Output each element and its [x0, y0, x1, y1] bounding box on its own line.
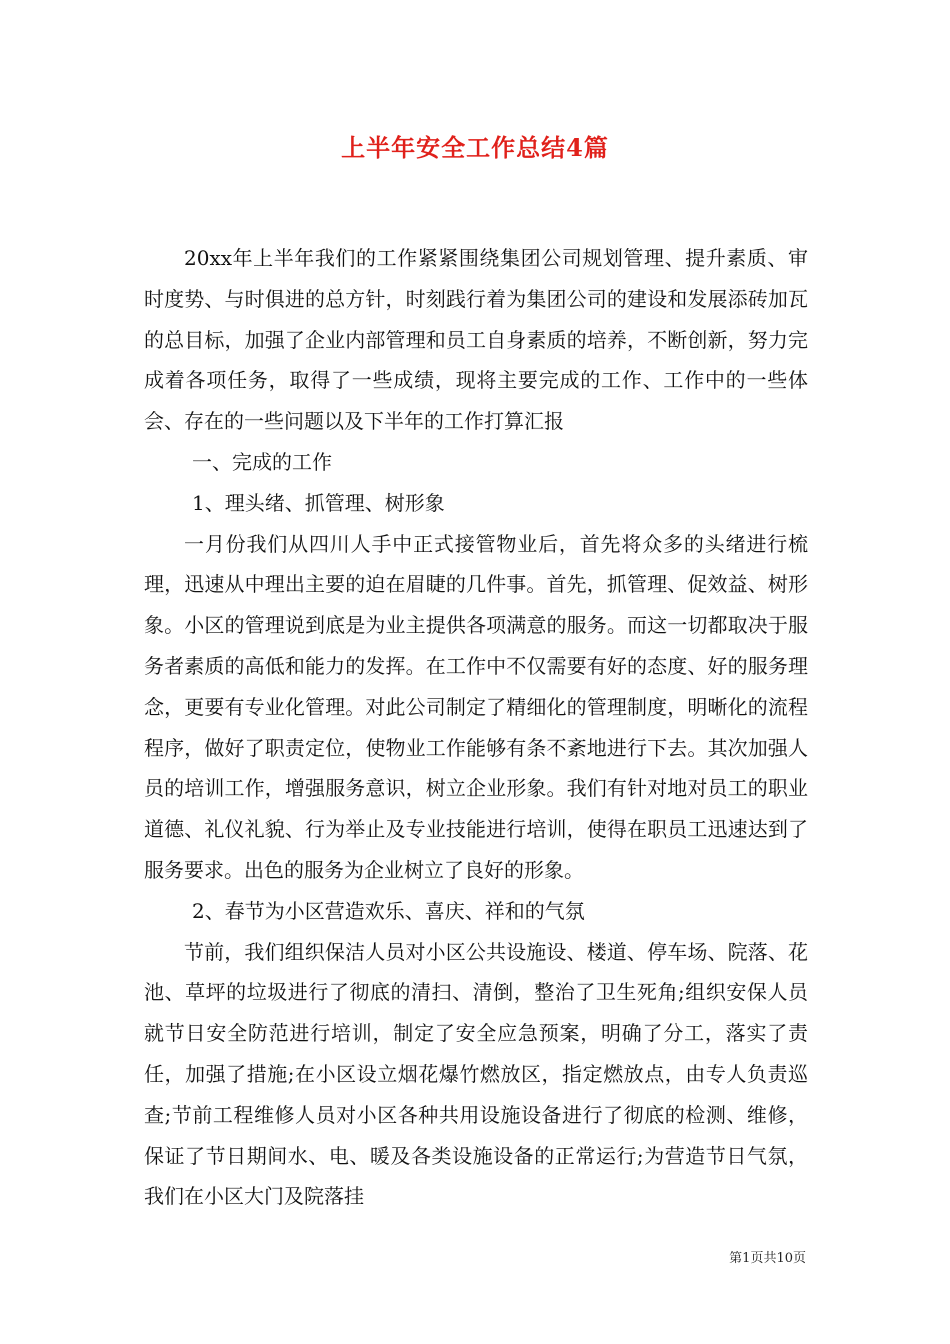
document-body	[144, 238, 808, 1217]
page-number-footer: 第1页共10页	[729, 1251, 806, 1266]
intro-paragraph: 20xx年上半年我们的工作紧紧围绕集团公司规划管理、提升素质、审时度势、与时俱进的总方针，时刻践行着为集团公司的建设和发展添砖加瓦的总目标，加强了企业内部管理和员工自身素质的培养，不断创新，努力完成着各项任务，取得了一些成绩，现将主要完成的工作、工作中的一些体会、存在的一些问题以及下半年的工作打算汇报	[144, 246, 808, 434]
section-heading: 一、完成的工作	[192, 449, 332, 474]
item-paragraph-1: 一月份我们从四川人手中正式接管物业后，首先将众多的头绪进行梳理，迅速从中理出主要的迫在眉睫的几件事。首先，抓管理、促效益、树形象。小区的管理说到底是为业主提供各项满意的服务。而这一切都取决于服务者素质的高低和能力的发挥。在工作中不仅需要有好的态度、好的服务理念，更要有专业化管理。对此公司制定了精细化的管理制度，明晰化的流程程序，做好了职责定位，使物业工作能够有条不紊地进行下去。其次加强人员的培训工作，增强服务意识，树立企业形象。我们有针对地对员工的职业道德、礼仪礼貌、行为举止及专业技能进行培训，使得在职员工迅速达到了服务要求。出色的服务为企业树立了良好的形象。	[144, 531, 808, 882]
item-heading-2: 2、春节为小区营造欢乐、喜庆、祥和的气氛	[192, 898, 585, 923]
item-heading-1: 1、理头绪、抓管理、树形象	[192, 490, 445, 515]
document-title: 上半年安全工作总结4篇	[341, 133, 609, 162]
item-paragraph-2: 节前，我们组织保洁人员对小区公共设施设、楼道、停车场、院落、花池、草坪的垃圾进行了彻底的清扫、清倒，整治了卫生死角;组织安保人员就节日安全防范进行培训，制定了安全应急预案，明确了分工，落实了责任，加强了措施;在小区设立烟花爆竹燃放区，指定燃放点，由专人负责巡查;节前工程维修人员对小区各种共用设施设备进行了彻底的检测、维修，保证了节日期间水、电、暖及各类设施设备的正常运行;为营造节日气氛，我们在小区大门及院落挂	[144, 939, 808, 1209]
